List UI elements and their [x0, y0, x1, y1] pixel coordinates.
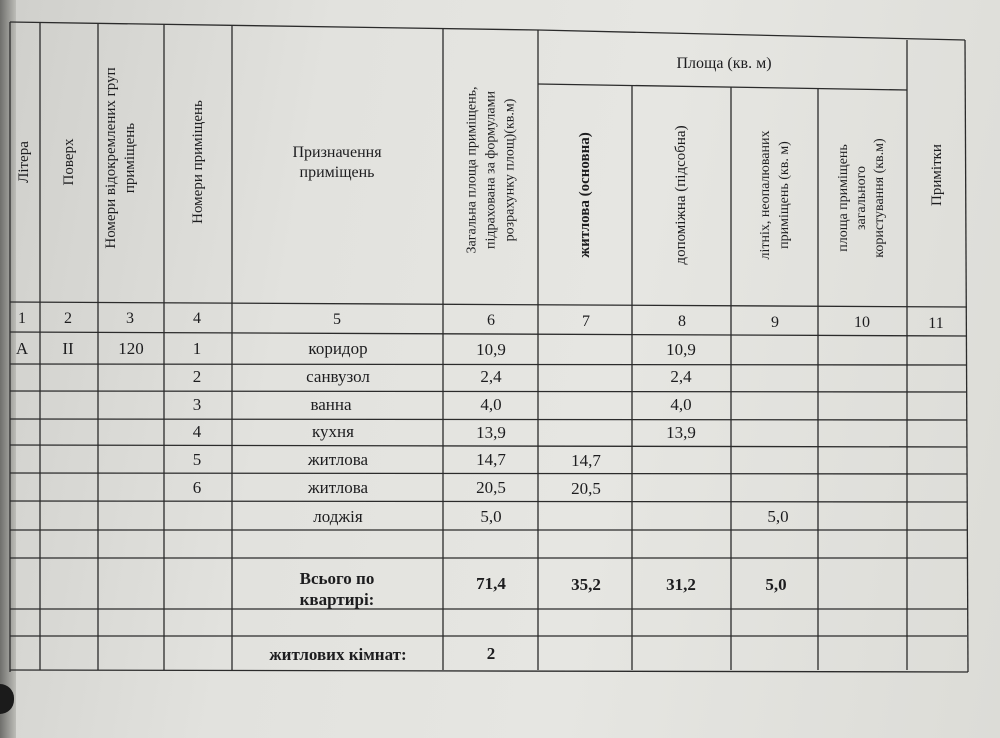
col-num-3: 3	[126, 310, 134, 327]
table-row-4-total: 13,9	[476, 423, 506, 442]
table-row-6-total: 20,5	[476, 478, 506, 497]
col-num-9: 9	[771, 314, 779, 331]
header-common	[835, 138, 889, 257]
header-notes: Примітки	[929, 144, 945, 206]
header-total-line1: Загальна площа приміщень,	[464, 86, 480, 254]
header-common-line3: користування (кв.м)	[872, 138, 887, 258]
totals-summer: 5,0	[765, 575, 787, 594]
col-num-8: 8	[678, 313, 686, 330]
totals-aux: 31,2	[666, 575, 696, 594]
header-groups	[102, 67, 140, 248]
table-row-6-living: 20,5	[571, 479, 601, 498]
totals-total: 71,4	[476, 574, 506, 593]
totals-label-line1: Всього по	[299, 569, 375, 588]
header-area-group: Площа (кв. м)	[676, 55, 772, 72]
header-groups-line2: приміщень	[122, 122, 138, 194]
header-total-area	[463, 87, 520, 254]
table-row-3-num: 3	[192, 395, 202, 414]
col-num-1: 1	[18, 310, 26, 327]
cell-group: 120	[118, 339, 144, 358]
header-litera: Літера	[16, 141, 32, 183]
header-summer-line2: приміщень (кв. м)	[777, 141, 792, 249]
header-purpose-line1: Призначення	[292, 144, 382, 161]
header-floor: Поверх	[61, 138, 77, 186]
header-total-line2: підрахована за формулами	[483, 91, 499, 249]
table-row-3-total: 4,0	[480, 395, 502, 414]
table-row-2-aux: 2,4	[670, 367, 692, 386]
header-summer	[756, 131, 794, 260]
table-row-7-total: 5,0	[480, 507, 502, 526]
table-row-5-living: 14,7	[571, 451, 601, 470]
cell-litera: А	[15, 339, 29, 358]
col-num-2: 2	[64, 310, 72, 327]
header-common-line2: загального	[854, 165, 869, 231]
table-row-5-num: 5	[192, 450, 202, 469]
col-num-10: 10	[854, 314, 870, 331]
table-row-7-summer: 5,0	[767, 507, 789, 526]
table-row-6-purpose: житлова	[307, 478, 369, 497]
table-row-4-num: 4	[192, 422, 202, 441]
totals-living: 35,2	[571, 575, 601, 594]
table-row-4-purpose: кухня	[312, 422, 354, 441]
totals-label	[300, 568, 375, 610]
col-num-4: 4	[193, 310, 201, 327]
header-groups-line1: Номери відокремлених груп	[103, 67, 119, 249]
table-row-1-num: 1	[192, 339, 202, 358]
table-row-2-num: 2	[192, 367, 202, 386]
table-row-6-num: 6	[192, 478, 202, 497]
totals-label-line2: квартирі:	[299, 590, 375, 609]
header-total-line3: розрахунку площ)(кв.м)	[502, 98, 518, 242]
header-purpose-line2: приміщень	[299, 164, 375, 181]
col-num-11: 11	[928, 315, 944, 332]
header-rooms: Номери приміщень	[190, 100, 206, 224]
table-row-2-total: 2,4	[480, 367, 502, 386]
header-summer-line1: літніх, неопалюваних	[758, 130, 773, 260]
table-row-2-purpose: санвузол	[306, 367, 370, 386]
header-auxiliary: допоміжна (підсобна)	[673, 125, 689, 265]
col-num-6: 6	[487, 312, 495, 329]
col-num-5: 5	[333, 311, 341, 328]
table-row-5-purpose: житлова	[307, 450, 369, 469]
header-living	[576, 132, 594, 258]
table-row-7-purpose: лоджія	[313, 507, 363, 526]
table-row-1-total: 10,9	[476, 340, 506, 359]
cell-floor: II	[62, 339, 74, 358]
rooms-count-label: житлових кімнат:	[269, 645, 407, 664]
header-common-line1: площа приміщень	[836, 144, 851, 252]
table-row-5-total: 14,7	[476, 450, 506, 469]
table-row-1-aux: 10,9	[666, 340, 696, 359]
header-living-text: житлова (основна)	[577, 132, 593, 258]
rooms-count-value: 2	[486, 644, 496, 663]
header-purpose	[292, 143, 381, 183]
table-row-3-aux: 4,0	[670, 395, 692, 414]
col-num-7: 7	[582, 313, 590, 330]
table-row-4-aux: 13,9	[666, 423, 696, 442]
table-row-3-purpose: ванна	[310, 395, 352, 414]
table-row-1-purpose: коридор	[308, 339, 368, 358]
